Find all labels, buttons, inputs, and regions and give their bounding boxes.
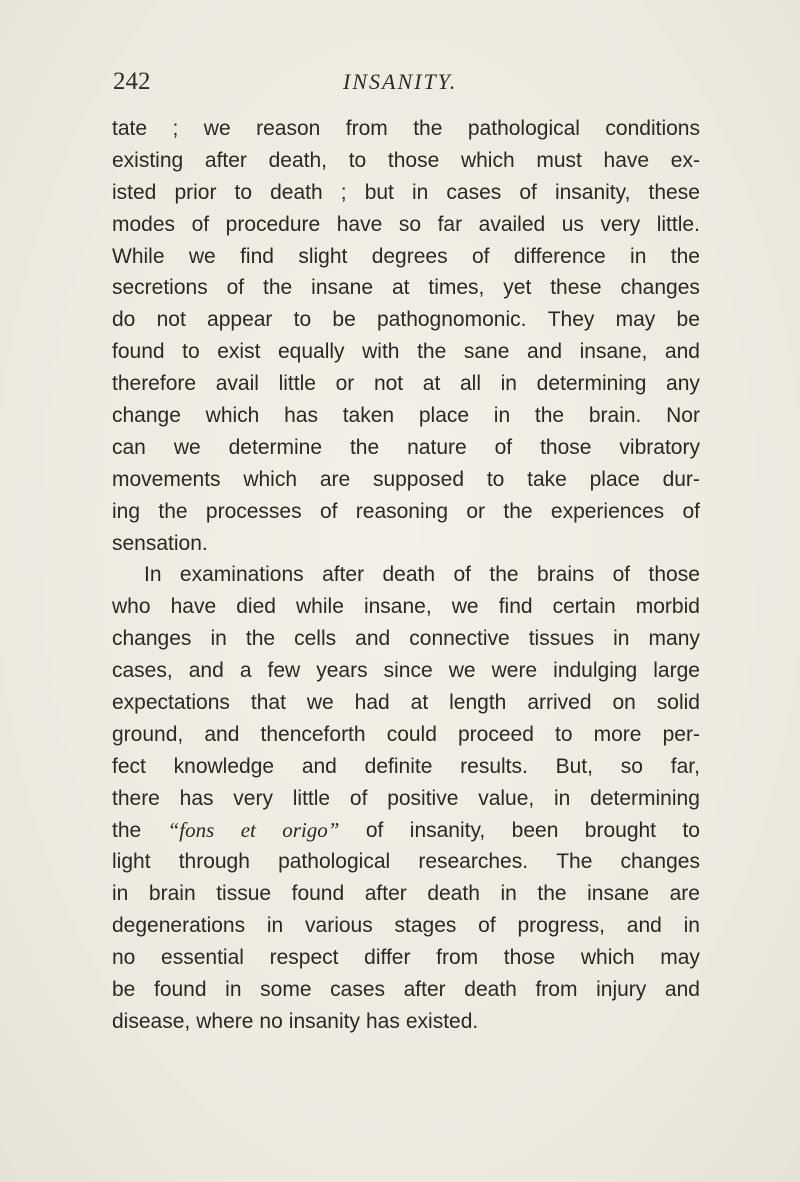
word: knowledge <box>173 754 275 778</box>
word: ; <box>172 117 179 140</box>
text-line <box>112 336 700 368</box>
word: since <box>383 659 433 683</box>
word: brought <box>584 818 657 842</box>
word: and <box>301 754 337 778</box>
word: reason <box>256 117 321 140</box>
word: death <box>427 882 480 906</box>
word: times, <box>428 276 485 300</box>
word: positive <box>387 786 459 810</box>
word: after <box>403 978 446 1002</box>
word: existing <box>112 148 184 172</box>
word: no <box>112 946 136 970</box>
word: researches. <box>418 850 529 874</box>
word: find <box>240 244 274 268</box>
text-line <box>112 272 700 304</box>
text-line <box>112 687 700 719</box>
word: are <box>319 467 351 491</box>
word: which <box>205 404 260 428</box>
word: ing <box>112 499 141 523</box>
word: cases, <box>112 659 173 683</box>
word: per- <box>662 722 700 746</box>
word: and <box>355 627 391 651</box>
word: brains <box>537 563 595 587</box>
text-line <box>112 432 700 464</box>
word: few <box>267 659 301 683</box>
word: death, <box>268 148 327 172</box>
word: far <box>437 212 463 236</box>
word: insanity, <box>554 180 631 204</box>
word: yet <box>503 276 532 300</box>
text-line <box>112 368 700 400</box>
word: from <box>436 946 479 970</box>
word: where <box>196 1009 254 1033</box>
word: the <box>417 340 447 364</box>
text-line <box>112 719 700 751</box>
word: essential <box>161 946 244 970</box>
word: of <box>612 563 631 587</box>
word: secretions <box>112 276 208 300</box>
word: very <box>600 212 641 236</box>
word: exist <box>217 340 261 364</box>
word: died <box>236 595 276 619</box>
word: in <box>500 882 517 906</box>
word: and <box>526 340 563 364</box>
word: certain <box>552 595 616 619</box>
word: these <box>648 180 700 204</box>
text-line <box>112 910 700 942</box>
word: insane, <box>579 340 648 364</box>
word: the <box>349 435 380 459</box>
word: no <box>259 1009 283 1033</box>
word: in <box>266 914 284 938</box>
word: the <box>503 499 533 523</box>
word: in <box>500 372 517 396</box>
word: cells <box>294 627 337 651</box>
word: the <box>413 117 443 140</box>
word: been <box>511 818 559 842</box>
word: those <box>503 946 556 970</box>
word: the <box>670 244 700 268</box>
word: degrees <box>371 244 448 268</box>
word: not <box>373 372 404 396</box>
word: we <box>173 435 201 459</box>
word: years <box>316 659 368 683</box>
word: in <box>225 978 242 1002</box>
word: fect <box>112 754 146 778</box>
word: to <box>682 818 700 842</box>
word: to <box>234 180 253 204</box>
word: had <box>354 691 390 715</box>
text-line <box>112 751 700 783</box>
word: the <box>534 404 565 428</box>
text-line <box>112 496 700 528</box>
word: ground, <box>112 722 184 746</box>
word: supposed <box>372 467 465 491</box>
word: differ <box>364 946 411 970</box>
word: of <box>478 914 496 938</box>
word: cases <box>330 978 385 1002</box>
word: modes <box>112 212 176 236</box>
word: of <box>519 180 537 204</box>
word: difference <box>513 244 606 268</box>
word: do <box>112 308 136 332</box>
word: results. <box>460 754 528 778</box>
word: et <box>240 817 256 842</box>
word: any <box>666 372 700 396</box>
word: to <box>348 148 367 172</box>
word: of <box>494 435 513 459</box>
word: death <box>270 180 323 204</box>
word: sensation. <box>112 531 208 555</box>
word: degenerations <box>112 914 246 938</box>
word: of <box>365 818 384 842</box>
word: may <box>660 946 700 970</box>
word: conditions <box>605 117 700 140</box>
word: respect <box>269 946 339 970</box>
word: may <box>615 308 656 332</box>
word: insanity, <box>409 818 486 842</box>
word: vibratory <box>619 435 700 459</box>
text-line <box>112 974 700 1006</box>
word: more <box>593 722 642 746</box>
word: insanity <box>288 1009 360 1033</box>
word: many <box>648 627 700 651</box>
word: in <box>613 627 630 651</box>
page-number: 242 <box>113 68 151 95</box>
word: place <box>589 467 640 491</box>
word: little <box>278 372 316 396</box>
word: very <box>233 786 273 810</box>
word: light <box>112 850 151 874</box>
word: pathological <box>467 117 580 140</box>
word: found <box>112 340 165 364</box>
word: which <box>460 148 515 172</box>
word: the <box>537 882 567 906</box>
word: we <box>448 659 476 683</box>
running-title: INSANITY. <box>343 69 458 94</box>
word: examinations <box>179 563 304 587</box>
word: existed. <box>405 1009 479 1033</box>
word: progress, <box>517 914 606 938</box>
word: we <box>188 244 216 268</box>
word: avail <box>215 372 259 396</box>
word: ex- <box>670 148 700 172</box>
word: there <box>112 786 160 810</box>
word: nature <box>407 435 467 459</box>
word: slight <box>298 244 348 268</box>
word: all <box>459 372 481 396</box>
word: The <box>556 850 593 874</box>
word: arrived <box>527 691 592 715</box>
word: therefore <box>112 372 197 396</box>
word: from <box>535 978 578 1002</box>
word: While <box>112 244 165 268</box>
word: but <box>364 180 394 204</box>
word: have <box>603 148 650 172</box>
word: thenceforth <box>260 722 366 746</box>
word: in <box>554 786 571 810</box>
word: or <box>335 372 355 396</box>
word: various <box>305 914 373 938</box>
word: so <box>620 754 643 778</box>
word: to <box>555 722 573 746</box>
word: of <box>682 499 700 523</box>
word: and <box>664 340 700 364</box>
word: proceed <box>458 722 534 746</box>
word: after <box>204 148 247 172</box>
word: definite <box>364 754 433 778</box>
word: ; <box>340 180 347 204</box>
word: changes <box>112 627 192 651</box>
word: to <box>293 308 312 332</box>
word: availed <box>478 212 546 236</box>
word: the <box>112 818 142 842</box>
text-line <box>112 559 700 591</box>
text-line <box>112 846 700 878</box>
word: of <box>226 276 245 300</box>
word: reasoning <box>355 499 449 523</box>
word: us <box>561 212 584 236</box>
word: were <box>491 659 538 683</box>
word: disease, <box>112 1009 191 1033</box>
word: cases <box>446 180 502 204</box>
word: be <box>112 978 136 1002</box>
text-line <box>112 878 700 910</box>
word: brain <box>148 882 196 906</box>
word: which <box>243 467 298 491</box>
word: prior <box>174 180 217 204</box>
word: be <box>676 308 700 332</box>
word: those <box>648 563 700 587</box>
word: processes <box>205 499 302 523</box>
text-line <box>112 177 700 209</box>
word: dur- <box>662 467 700 491</box>
word: through <box>178 850 250 874</box>
word: determining <box>590 786 700 810</box>
word: little. <box>656 212 700 236</box>
word: injury <box>596 978 647 1002</box>
word: or <box>466 499 486 523</box>
word: and <box>664 978 700 1002</box>
word: tate <box>112 117 148 140</box>
text-line <box>112 815 700 847</box>
word: at <box>410 691 429 715</box>
word: stages <box>394 914 457 938</box>
word: pathological <box>278 850 391 874</box>
word: expectations <box>112 691 230 715</box>
word: connective <box>409 627 510 651</box>
word: the <box>263 276 293 300</box>
running-head <box>113 66 713 98</box>
word: can <box>112 435 146 459</box>
text-line <box>112 241 700 273</box>
word: experiences <box>550 499 665 523</box>
word: has <box>179 786 214 810</box>
word: the <box>245 627 276 651</box>
word: with <box>362 340 400 364</box>
word: of <box>191 212 210 236</box>
word: determining <box>536 372 647 396</box>
word: find <box>498 595 533 619</box>
text-line <box>112 400 700 432</box>
word: isted <box>112 180 157 204</box>
body-text <box>112 113 700 1038</box>
text-line <box>112 528 700 560</box>
word: death <box>382 563 436 587</box>
word: could <box>386 722 437 746</box>
word: solid <box>656 691 700 715</box>
word: found <box>291 882 345 906</box>
word: take <box>527 467 567 491</box>
text-line <box>112 942 700 974</box>
word: so <box>398 212 422 236</box>
word: in <box>683 914 700 938</box>
word: sane <box>463 340 510 364</box>
word: of <box>453 563 471 587</box>
text-line <box>112 209 700 241</box>
word: in <box>630 244 647 268</box>
word: taken <box>342 404 395 428</box>
word: changes <box>620 850 700 874</box>
word: indulging <box>553 659 638 683</box>
word: value, <box>478 786 535 810</box>
text-line <box>112 623 700 655</box>
word: determine <box>228 435 323 459</box>
word: pathognomonic. <box>377 308 527 332</box>
word: be <box>332 308 356 332</box>
word: of <box>471 244 490 268</box>
word: far, <box>670 754 700 778</box>
word: those <box>540 435 592 459</box>
word: movements <box>112 467 221 491</box>
text-line <box>112 145 700 177</box>
word: morbid <box>635 595 700 619</box>
word: change <box>112 404 181 428</box>
text-line <box>112 783 700 815</box>
word: those <box>387 148 440 172</box>
word: procedure <box>225 212 321 236</box>
word: the <box>158 499 188 523</box>
word: “fons <box>167 817 215 842</box>
word: are <box>669 882 700 906</box>
word: must <box>536 148 582 172</box>
word: that <box>250 691 286 715</box>
word: we <box>306 691 334 715</box>
word: who <box>112 595 151 619</box>
word: from <box>345 117 388 140</box>
word: and <box>188 659 224 683</box>
word: Nor <box>666 404 700 428</box>
word: in <box>411 180 429 204</box>
text-line <box>112 655 700 687</box>
word: at <box>422 372 441 396</box>
word: tissue <box>216 882 272 906</box>
word: the <box>489 563 519 587</box>
word: while <box>296 595 344 619</box>
word: insane <box>311 276 374 300</box>
word: have <box>170 595 217 619</box>
word: and <box>204 722 240 746</box>
word: some <box>260 978 312 1002</box>
word: They <box>547 308 595 332</box>
word: of <box>349 786 368 810</box>
word: a <box>239 659 252 683</box>
word: on <box>612 691 636 715</box>
word: has <box>284 404 318 428</box>
word: in <box>112 882 129 906</box>
text-line <box>112 591 700 623</box>
word: insane, <box>363 595 432 619</box>
word: we <box>451 595 479 619</box>
word: origo” <box>282 817 340 842</box>
word: place <box>418 404 470 428</box>
word: In <box>144 563 162 587</box>
word: and <box>626 914 662 938</box>
word: in <box>493 404 511 428</box>
word: in <box>210 627 227 651</box>
word: these <box>550 276 602 300</box>
text-line <box>112 304 700 336</box>
word: large <box>653 659 700 683</box>
text-line <box>112 113 700 145</box>
word: little <box>292 786 331 810</box>
word: after <box>364 882 407 906</box>
word: changes <box>620 276 700 300</box>
word: death <box>464 978 517 1002</box>
word: has <box>365 1009 400 1033</box>
word: equally <box>278 340 345 364</box>
text-line <box>112 464 700 496</box>
word: have <box>336 212 383 236</box>
word: tissues <box>528 627 595 651</box>
word: we <box>203 117 231 140</box>
text-line <box>112 1006 700 1038</box>
word: after <box>322 563 365 587</box>
word: appear <box>207 308 273 332</box>
word: brain. <box>588 404 642 428</box>
word: at <box>391 276 410 300</box>
word: But, <box>555 754 593 778</box>
word: length <box>449 691 507 715</box>
word: not <box>156 308 186 332</box>
word: insane <box>587 882 650 906</box>
word: of <box>319 499 338 523</box>
word: found <box>153 978 207 1002</box>
word: to <box>486 467 505 491</box>
word: to <box>182 340 200 364</box>
word: which <box>580 946 635 970</box>
